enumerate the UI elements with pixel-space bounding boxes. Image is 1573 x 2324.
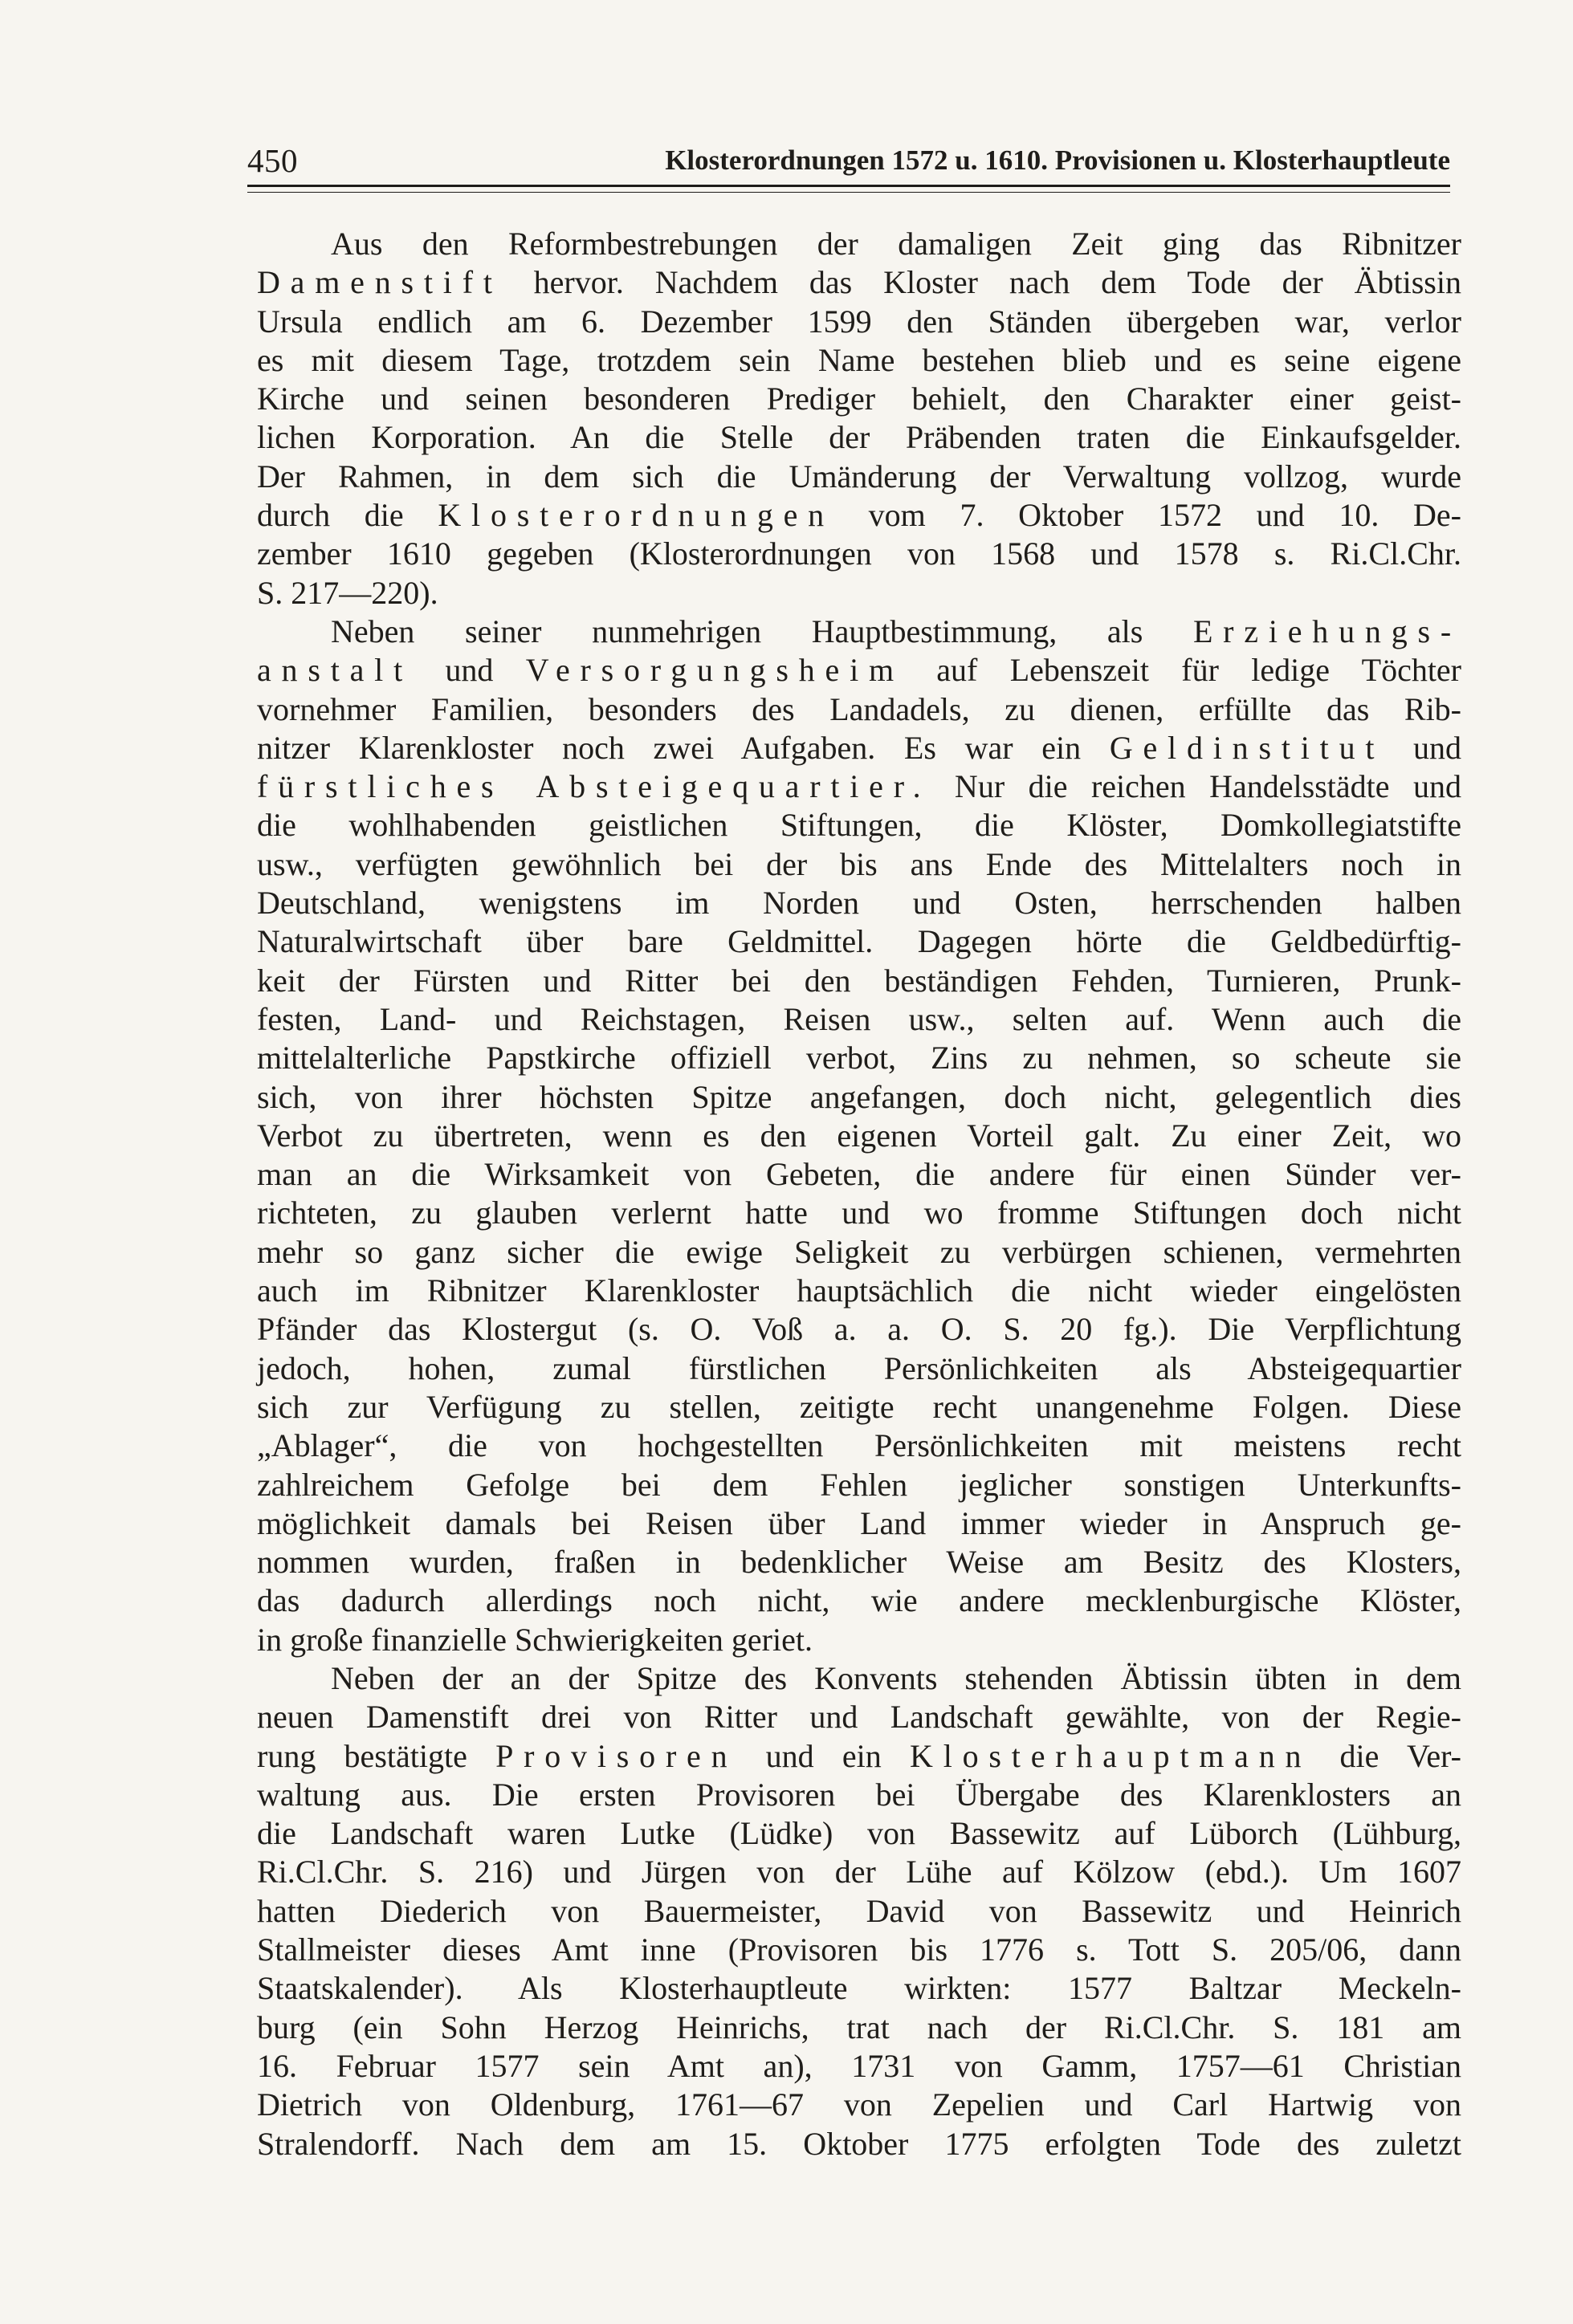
text-line xyxy=(257,263,1461,302)
text-segment: mehr so ganz sicher die ewige Seligkeit zu verbürgen schienen, vermehrten xyxy=(257,1233,1461,1270)
text-segment: waltung aus. Die ersten Provisoren bei Übergabe des Klarenklosters an xyxy=(257,1776,1461,1813)
text-segment: die Ver- xyxy=(1311,1737,1461,1774)
text-line xyxy=(257,651,1461,690)
text-line xyxy=(257,341,1461,380)
text-segment: möglichkeit damals bei Reisen über Land immer wieder in Anspruch ge- xyxy=(257,1504,1461,1541)
text-segment: usw., verfügten gewöhnlich bei der bis ans Ende des Mittelalters noch in xyxy=(257,845,1461,882)
text-segment: vom 7. Oktober 1572 und 10. De- xyxy=(833,497,1461,534)
text-segment: und xyxy=(413,652,526,689)
text-line xyxy=(257,574,1461,613)
text-line xyxy=(257,418,1461,457)
text-line xyxy=(257,1659,1461,1698)
spaced-emphasis-text: Klosterordnungen xyxy=(438,497,834,534)
text-segment: Verbot zu übertreten, wenn es den eigenen Vorteil galt. Zu einer Zeit, wo xyxy=(257,1117,1461,1154)
text-line xyxy=(257,1155,1461,1194)
text-segment: Der Rahmen, in dem sich die Umänderung der Verwaltung vollzog, wurde xyxy=(257,458,1461,495)
text-line xyxy=(257,1117,1461,1155)
text-segment: rung bestätigte xyxy=(257,1737,496,1774)
text-segment: 16. Februar 1577 sein Amt an), 1731 von Gamm, 1757—61 Christian xyxy=(257,2047,1461,2084)
text-line xyxy=(257,1000,1461,1039)
header-rule-thin xyxy=(247,192,1450,193)
text-line xyxy=(257,1853,1461,1891)
text-line xyxy=(257,845,1461,884)
text-segment: Pfänder das Klostergut (s. O. Voß a. a. O. S. 20 fg.). Die Verpflichtung xyxy=(257,1311,1461,1348)
text-segment: S. 217—220). xyxy=(257,574,438,611)
text-line xyxy=(257,1272,1461,1310)
text-segment: keit der Fürsten und Ritter bei den beständigen Fehden, Turnieren, Prunk- xyxy=(257,962,1461,999)
spaced-emphasis-text: Versorgungsheim xyxy=(525,652,904,689)
spaced-emphasis-text: fürstliches Absteigequartier. xyxy=(257,768,931,805)
text-segment: und xyxy=(1384,729,1461,766)
text-line xyxy=(257,2009,1461,2047)
text-segment: durch die xyxy=(257,497,438,534)
spaced-emphasis-text: Erziehungs- xyxy=(1192,613,1461,649)
text-segment: Deutschland, wenigstens im Norden und Osten, herrschenden halben xyxy=(257,885,1461,922)
text-line xyxy=(257,962,1461,1000)
text-segment: zember 1610 gegeben (Klosterordnungen von 1568 und 1578 s. Ri.Cl.Chr. xyxy=(257,535,1461,572)
text-segment: Neben der an der Spitze des Konvents stehenden Äbtissin übten in dem xyxy=(331,1659,1461,1696)
text-segment: Nur die reichen Handelsstädte und xyxy=(931,768,1461,805)
page-number: 450 xyxy=(247,142,298,179)
text-segment: lichen Korporation. An die Stelle der Präbenden traten die Einkaufsgelder. xyxy=(257,419,1461,456)
text-line xyxy=(257,767,1461,806)
text-line xyxy=(257,1233,1461,1272)
text-segment: Ursula endlich am 6. Dezember 1599 den Ständen übergeben war, verlor xyxy=(257,303,1461,340)
text-line xyxy=(257,690,1461,729)
text-line xyxy=(257,2086,1461,2124)
text-segment: burg (ein Sohn Herzog Heinrichs, trat nach der Ri.Cl.Chr. S. 181 am xyxy=(257,2009,1461,2045)
text-line xyxy=(257,380,1461,418)
text-line xyxy=(257,613,1461,651)
text-segment: festen, Land- und Reichstagen, Reisen usw., selten auf. Wenn auch die xyxy=(257,1000,1461,1037)
text-line xyxy=(257,1698,1461,1736)
text-line xyxy=(257,1969,1461,2008)
text-segment: auf Lebenszeit für ledige Töchter xyxy=(903,652,1462,689)
text-line xyxy=(257,1621,1461,1659)
text-segment: zahlreichem Gefolge bei dem Fehlen jeglicher sonstigen Unterkunfts- xyxy=(257,1466,1461,1503)
spaced-emphasis-text: anstalt xyxy=(257,652,414,689)
text-line xyxy=(257,1310,1461,1349)
text-line xyxy=(257,1543,1461,1581)
text-line xyxy=(257,1349,1461,1388)
text-line xyxy=(257,303,1461,341)
text-line xyxy=(257,1039,1461,1077)
text-line xyxy=(257,2125,1461,2163)
text-line xyxy=(257,225,1461,263)
text-line xyxy=(257,458,1461,496)
header-rule-thick xyxy=(247,185,1450,187)
text-segment: sich zur Verfügung zu stellen, zeitigte recht unangenehme Folgen. Diese xyxy=(257,1388,1461,1425)
text-line xyxy=(257,535,1461,573)
text-line xyxy=(257,922,1461,961)
text-segment: auch im Ribnitzer Klarenkloster hauptsächlich die nicht wieder eingelösten xyxy=(257,1272,1461,1309)
text-line xyxy=(257,884,1461,922)
page-header xyxy=(247,138,1450,183)
text-line xyxy=(257,1737,1461,1776)
text-segment: sich, von ihrer höchsten Spitze angefangen, doch nicht, gelegentlich dies xyxy=(257,1078,1461,1115)
text-segment: Naturalwirtschaft über bare Geldmittel. Dagegen hörte die Geldbedürftig- xyxy=(257,923,1461,960)
text-segment: und ein xyxy=(737,1737,911,1774)
text-line xyxy=(257,729,1461,767)
text-segment: neuen Damenstift drei von Ritter und Landschaft gewählte, von der Regie- xyxy=(257,1699,1461,1736)
spaced-emphasis-text: Provisoren xyxy=(495,1737,738,1774)
text-line xyxy=(257,1194,1461,1232)
text-line xyxy=(257,1466,1461,1504)
text-segment: Stallmeister dieses Amt inne (Provisoren bis 1776 s. Tott S. 205/06, dann xyxy=(257,1931,1461,1968)
text-segment: Neben seiner nunmehrigen Hauptbestimmung, als xyxy=(331,613,1193,649)
text-segment: vornehmer Familien, besonders des Landadels, zu dienen, erfüllte das Rib- xyxy=(257,690,1461,727)
text-line xyxy=(257,1078,1461,1117)
text-segment: mittelalterliche Papstkirche offiziell verbot, Zins zu nehmen, so scheute sie xyxy=(257,1040,1461,1077)
text-segment: Ri.Cl.Chr. S. 216) und Jürgen von der Lühe auf Kölzow (ebd.). Um 1607 xyxy=(257,1854,1461,1891)
body-text xyxy=(257,225,1461,2163)
text-segment: Stralendorff. Nach dem am 15. Oktober 1775 erfolgten Tode des zuletzt xyxy=(257,2125,1461,2162)
text-line xyxy=(257,1388,1461,1427)
text-segment: es mit diesem Tage, trotzdem sein Name bestehen blieb und es seine eigene xyxy=(257,341,1461,378)
text-line xyxy=(257,1931,1461,1969)
text-segment: das dadurch allerdings noch nicht, wie andere mecklenburgische Klöster, xyxy=(257,1582,1461,1619)
text-segment: richteten, zu glauben verlernt hatte und wo fromme Stiftungen doch nicht xyxy=(257,1195,1461,1231)
text-line xyxy=(257,806,1461,845)
text-line xyxy=(257,1427,1461,1465)
text-line xyxy=(257,496,1461,535)
text-segment: nommen wurden, fraßen in bedenklicher Weise am Besitz des Klosters, xyxy=(257,1544,1461,1581)
text-segment: Aus den Reformbestrebungen der damaligen Zeit ging das Ribnitzer xyxy=(331,226,1461,262)
text-segment: jedoch, hohen, zumal fürstlichen Persönlichkeiten als Absteigequartier xyxy=(257,1349,1461,1386)
text-segment: hervor. Nachdem das Kloster nach dem Tode der Äbtissin xyxy=(502,264,1461,301)
spaced-emphasis-text: Geldinstitut xyxy=(1109,729,1385,766)
text-line xyxy=(257,1581,1461,1620)
text-segment: die Landschaft waren Lutke (Lüdke) von Bassewitz auf Lüborch (Lühburg, xyxy=(257,1815,1461,1852)
spaced-emphasis-text: Klosterhauptmann xyxy=(910,1737,1312,1774)
spaced-emphasis-text: Damenstift xyxy=(257,264,503,301)
text-segment: „Ablager“, die von hochgestellten Persönlichkeiten mit meistens recht xyxy=(257,1427,1461,1464)
running-head: Klosterordnungen 1572 u. 1610. Provisionen u. Klosterhauptleute xyxy=(665,144,1450,176)
text-segment: hatten Diederich von Bauermeister, David von Bassewitz und Heinrich xyxy=(257,1892,1461,1929)
text-segment: Staatskalender). Als Klosterhauptleute wirkten: 1577 Baltzar Meckeln- xyxy=(257,1970,1461,2007)
text-segment: in große finanzielle Schwierigkeiten geriet. xyxy=(257,1621,813,1658)
text-segment: Dietrich von Oldenburg, 1761—67 von Zepelien und Carl Hartwig von xyxy=(257,2086,1461,2123)
text-line xyxy=(257,1892,1461,1931)
text-line xyxy=(257,1504,1461,1543)
text-line xyxy=(257,2047,1461,2086)
text-segment: Kirche und seinen besonderen Prediger behielt, den Charakter einer geist- xyxy=(257,381,1461,417)
text-segment: man an die Wirksamkeit von Gebeten, die andere für einen Sünder ver- xyxy=(257,1156,1461,1193)
text-line xyxy=(257,1814,1461,1853)
text-segment: nitzer Klarenkloster noch zwei Aufgaben. Es war ein xyxy=(257,729,1110,766)
text-segment: die wohlhabenden geistlichen Stiftungen, die Klöster, Domkollegiatstifte xyxy=(257,807,1461,844)
text-line xyxy=(257,1776,1461,1814)
